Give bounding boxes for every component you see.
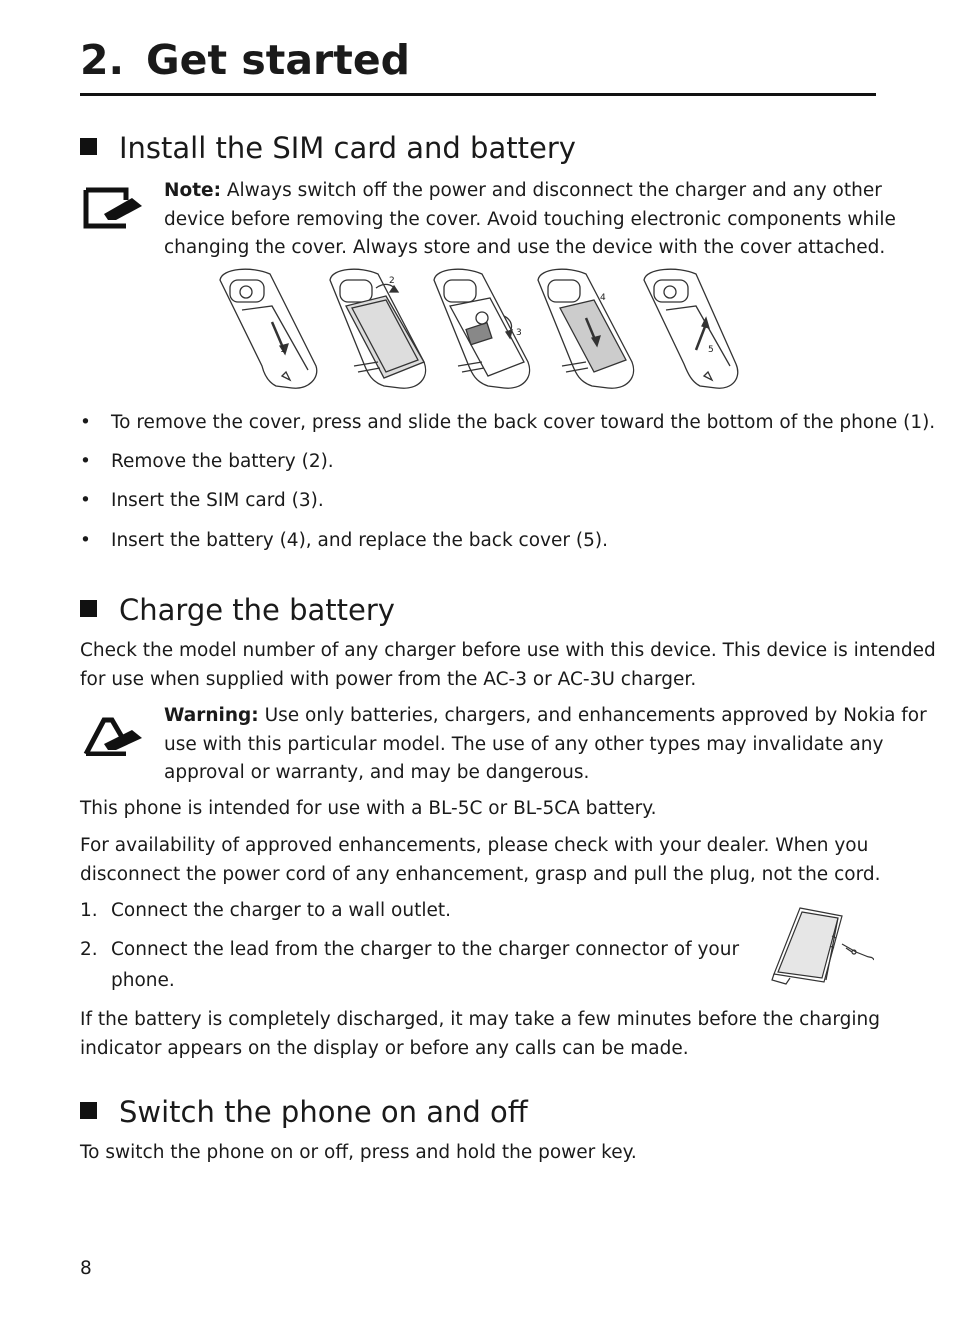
phone-step-2-illustration (330, 269, 426, 388)
step-text-continued: phone. (111, 970, 175, 991)
bullet-icon: • (80, 451, 91, 472)
list-item (80, 530, 608, 551)
bullet-text: Remove the battery (2). (111, 451, 334, 472)
charge-intro-line-1: Check the model number of any charger before use with this device. This device is intended (80, 640, 936, 661)
warning-label: Warning: (164, 705, 259, 726)
phone-step-5-illustration (644, 269, 738, 388)
section-square-icon (80, 600, 97, 617)
discharge-line-2: indicator appears on the display or before any calls can be made. (80, 1037, 689, 1059)
phone-step-4-illustration (538, 269, 634, 388)
bullet-text: To remove the cover, press and slide the back cover toward the bottom of the phone (1). (111, 412, 936, 433)
section-heading-charge (80, 593, 395, 627)
step-label-1: 1 (280, 345, 286, 355)
warning-line-1 (164, 702, 927, 731)
step-text: Connect the charger to a wall outlet. (111, 900, 451, 921)
sim-battery-illustration (212, 266, 748, 396)
note-icon (82, 186, 144, 230)
note-line-3: changing the cover. Always store and use the device with the cover attached. (164, 237, 886, 258)
bullet-icon: • (80, 412, 91, 433)
list-item (80, 895, 451, 926)
list-item (80, 934, 739, 996)
step-number: 2. (80, 939, 98, 960)
note-line-1 (164, 177, 896, 206)
bullet-text: Insert the battery (4), and replace the back cover (5). (111, 530, 608, 551)
note-label: Note: (164, 180, 221, 201)
page-number: 8 (80, 1258, 92, 1279)
warning-paragraph (164, 702, 927, 788)
chapter-title-text: Get started (146, 36, 410, 84)
switch-paragraph: To switch the phone on or off, press and hold the power key. (80, 1142, 637, 1163)
charge-intro-line-2: for use when supplied with power from the AC-3 or AC-3U charger. (80, 668, 697, 690)
list-item (80, 451, 334, 472)
note-line-2: device before removing the cover. Avoid touching electronic components while (164, 208, 896, 230)
phone-step-1-illustration (220, 269, 317, 388)
list-item (80, 412, 935, 433)
step-label-3: 3 (516, 328, 522, 338)
availability-paragraph (80, 832, 880, 889)
chapter-rule (80, 93, 876, 96)
battery-model-paragraph: This phone is intended for use with a BL-5C or BL-5CA battery. (80, 798, 657, 819)
chapter-title (80, 36, 410, 84)
note-paragraph (164, 177, 896, 263)
step-number: 1. (80, 900, 98, 921)
step-text: Connect the lead from the charger to the charger connector of your (111, 939, 740, 960)
section-heading-install-text: Install the SIM card and battery (119, 131, 576, 165)
availability-line-2: disconnect the power cord of any enhancement, grasp and pull the plug, not the cord. (80, 863, 881, 885)
section-square-icon (80, 1102, 97, 1119)
warning-line-1-text: Use only batteries, chargers, and enhancements approved by Nokia for (258, 705, 927, 726)
section-heading-switch (80, 1095, 528, 1129)
warning-line-3: approval or warranty, and may be dangerous. (164, 762, 590, 783)
step-label-2: 2 (389, 276, 395, 286)
section-heading-install (80, 131, 576, 165)
charger-illustration (766, 906, 874, 986)
step-label-4: 4 (600, 293, 606, 303)
bullet-icon: • (80, 530, 91, 551)
discharge-line-1: If the battery is completely discharged, it may take a few minutes before the charging (80, 1009, 880, 1030)
discharge-paragraph (80, 1006, 880, 1063)
section-square-icon (80, 138, 97, 155)
note-line-1-text: Always switch off the power and disconnect the charger and any other (220, 180, 882, 201)
list-item (80, 490, 324, 511)
warning-line-2: use with this particular model. The use of any other types may invalidate any (164, 733, 884, 755)
warning-icon (82, 714, 144, 756)
step-label-5: 5 (708, 345, 714, 355)
availability-line-1: For availability of approved enhancements, please check with your dealer. When you (80, 835, 869, 856)
bullet-icon: • (80, 490, 91, 511)
section-heading-switch-text: Switch the phone on and off (119, 1095, 528, 1129)
chapter-number: 2. (80, 36, 125, 84)
section-heading-charge-text: Charge the battery (119, 593, 395, 627)
charge-intro-paragraph (80, 637, 936, 694)
bullet-text: Insert the SIM card (3). (111, 490, 324, 511)
